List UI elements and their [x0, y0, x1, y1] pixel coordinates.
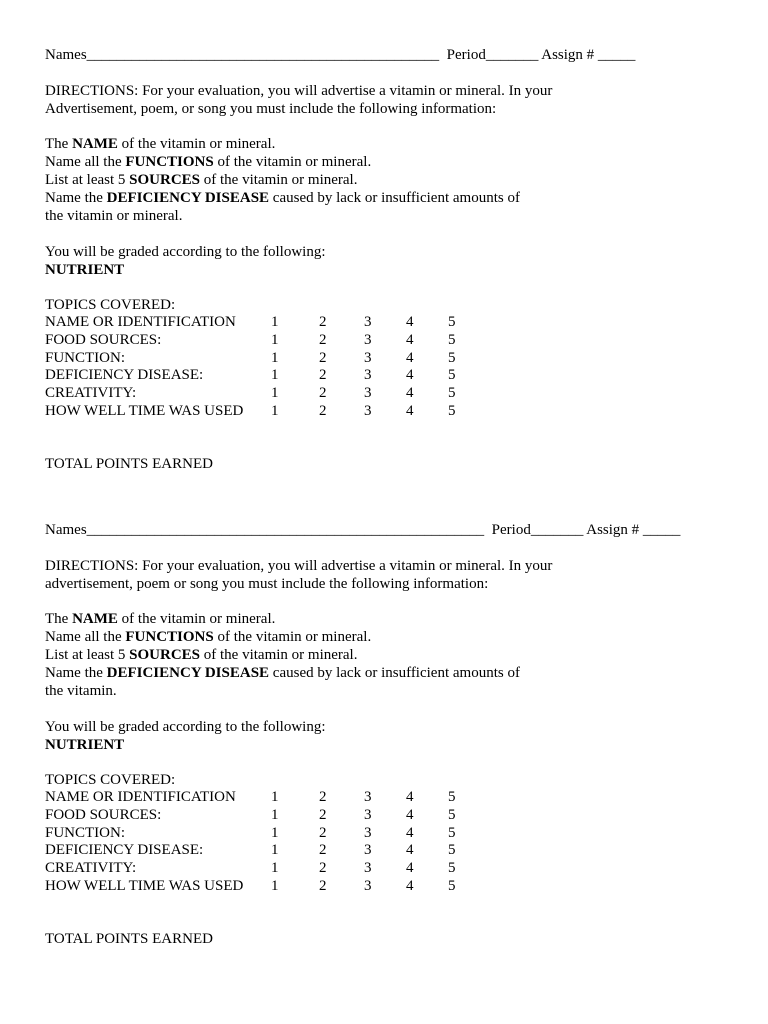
directions-line: DIRECTIONS: For your evaluation, you will advertise a vitamin or mineral. In your: [45, 557, 553, 574]
score-option[interactable]: 5: [448, 331, 456, 348]
score-option[interactable]: 5: [448, 314, 456, 330]
score-option[interactable]: 1: [271, 349, 279, 366]
score-option[interactable]: 5: [448, 402, 456, 419]
names-period-assign-line: Names_______________________________________________ Period_______ Assign # _____: [45, 47, 636, 63]
criterion-label: CREATIVITY:: [45, 860, 137, 877]
score-option[interactable]: 1: [271, 860, 279, 877]
requirement-text: of the vitamin or mineral.: [213, 154, 372, 170]
requirement-text: of the vitamin or mineral.: [213, 629, 372, 645]
criterion-label: HOW WELL TIME WAS USED: [45, 402, 244, 419]
requirement-line: [45, 628, 745, 646]
score-option[interactable]: 5: [448, 842, 456, 859]
requirement-tail: the vitamin.: [45, 683, 117, 699]
score-option[interactable]: 4: [406, 331, 414, 348]
requirement-text: caused by lack or insufficient amounts of: [269, 665, 520, 681]
score-option[interactable]: 3: [364, 402, 372, 419]
score-option[interactable]: 4: [406, 402, 414, 419]
score-option[interactable]: 4: [406, 860, 414, 877]
score-option[interactable]: 2: [319, 806, 327, 823]
criterion-label: FOOD SOURCES:: [45, 806, 162, 823]
spacer: [45, 539, 745, 557]
score-option[interactable]: 1: [271, 402, 279, 419]
requirement-line: [45, 153, 745, 171]
total-points-label: TOTAL POINTS EARNED: [45, 455, 213, 472]
score-option[interactable]: 5: [448, 860, 456, 877]
rubric-row: [45, 403, 745, 421]
requirement-line: [45, 171, 745, 189]
score-option[interactable]: 1: [271, 331, 279, 348]
rubric-row: [45, 332, 745, 350]
score-option[interactable]: 2: [319, 402, 327, 419]
score-option[interactable]: 3: [364, 314, 372, 330]
criterion-label: FUNCTION:: [45, 824, 126, 841]
requirement-text: List at least 5: [45, 172, 130, 188]
requirement-tail: the vitamin or mineral.: [45, 208, 183, 224]
requirement-keyword: DEFICIENCY DISEASE: [106, 190, 270, 206]
spacer: [45, 700, 745, 718]
score-option[interactable]: 4: [406, 385, 414, 402]
requirement-line: [45, 664, 745, 682]
rubric-row: [45, 350, 745, 368]
directions-line: advertisement, poem or song you must include the following information:: [45, 575, 489, 592]
score-option[interactable]: 5: [448, 824, 456, 841]
rubric-row: [45, 860, 745, 878]
score-option[interactable]: 1: [271, 367, 279, 384]
spacer: [45, 279, 745, 297]
criterion-label: NAME OR IDENTIFICATION: [45, 314, 236, 330]
rubric-row: [45, 825, 745, 843]
requirement-keyword: SOURCES: [129, 172, 201, 188]
criterion-label: FOOD SOURCES:: [45, 331, 162, 348]
score-option[interactable]: 2: [319, 789, 327, 805]
score-option[interactable]: 5: [448, 349, 456, 366]
requirement-keyword: FUNCTIONS: [125, 154, 214, 170]
names-period-assign-line: Names_____________________________________________________ Period_______ Assign # _____: [45, 522, 681, 538]
rubric-row: [45, 367, 745, 385]
evaluation-form-1: [45, 46, 745, 473]
score-option[interactable]: 2: [319, 314, 327, 330]
spacer: [45, 118, 745, 136]
requirement-line: [45, 189, 745, 207]
rubric-row: [45, 878, 745, 896]
requirement-text: The: [45, 611, 73, 627]
directions-line: Advertisement, poem, or song you must include the following information:: [45, 100, 497, 117]
score-option[interactable]: 3: [364, 877, 372, 894]
graded-text: You will be graded according to the following:: [45, 243, 326, 260]
score-option[interactable]: 2: [319, 349, 327, 366]
score-option[interactable]: 2: [319, 331, 327, 348]
requirement-line: [45, 135, 745, 153]
requirement-keyword: FUNCTIONS: [125, 629, 214, 645]
score-option[interactable]: 2: [319, 385, 327, 402]
requirement-text: Name the: [45, 190, 107, 206]
score-option[interactable]: 4: [406, 367, 414, 384]
score-option[interactable]: 4: [406, 877, 414, 894]
score-option[interactable]: 4: [406, 824, 414, 841]
rubric-row: [45, 385, 745, 403]
score-option[interactable]: 4: [406, 349, 414, 366]
rubric-row: [45, 789, 745, 807]
requirement-line: [45, 646, 745, 664]
score-option[interactable]: 2: [319, 842, 327, 859]
criterion-label: FUNCTION:: [45, 349, 126, 366]
score-option[interactable]: 5: [448, 789, 456, 805]
requirement-keyword: NAME: [72, 136, 118, 152]
directions-line: DIRECTIONS: For your evaluation, you will advertise a vitamin or mineral. In your: [45, 82, 553, 99]
requirement-text: of the vitamin or mineral.: [117, 611, 276, 627]
score-option[interactable]: 2: [319, 860, 327, 877]
criterion-label: CREATIVITY:: [45, 385, 137, 402]
score-option[interactable]: 1: [271, 877, 279, 894]
score-option[interactable]: 1: [271, 806, 279, 823]
score-option[interactable]: 5: [448, 367, 456, 384]
rubric-row: [45, 314, 745, 332]
graded-text: You will be graded according to the following:: [45, 718, 326, 735]
score-option[interactable]: 5: [448, 877, 456, 894]
criterion-label: HOW WELL TIME WAS USED: [45, 877, 244, 894]
evaluation-form-2: [45, 521, 745, 948]
spacer: [45, 754, 745, 772]
score-option[interactable]: 1: [271, 824, 279, 841]
score-option[interactable]: 1: [271, 385, 279, 402]
score-option[interactable]: 3: [364, 789, 372, 805]
requirement-text: Name all the: [45, 154, 126, 170]
nutrient-label: NUTRIENT: [45, 261, 125, 278]
score-option[interactable]: 5: [448, 385, 456, 402]
rubric-row: [45, 807, 745, 825]
topics-label: TOPICS COVERED:: [45, 772, 176, 788]
score-option[interactable]: 1: [271, 842, 279, 859]
rubric-row: [45, 842, 745, 860]
requirement-text: Name the: [45, 665, 107, 681]
requirement-keyword: SOURCES: [129, 647, 201, 663]
score-option[interactable]: 3: [364, 824, 372, 841]
requirement-text: List at least 5: [45, 647, 130, 663]
score-option[interactable]: 3: [364, 806, 372, 823]
spacer: [45, 64, 745, 82]
score-option[interactable]: 1: [271, 314, 279, 330]
criterion-label: DEFICIENCY DISEASE:: [45, 842, 204, 859]
nutrient-label: NUTRIENT: [45, 736, 125, 753]
score-option[interactable]: 3: [364, 385, 372, 402]
requirement-text: The: [45, 136, 73, 152]
criterion-label: DEFICIENCY DISEASE:: [45, 367, 204, 384]
score-option[interactable]: 4: [406, 789, 414, 805]
score-option[interactable]: 2: [319, 877, 327, 894]
score-option[interactable]: 2: [319, 824, 327, 841]
requirement-text: caused by lack or insufficient amounts of: [269, 190, 520, 206]
score-option[interactable]: 3: [364, 349, 372, 366]
requirement-keyword: NAME: [72, 611, 118, 627]
spacer: [45, 225, 745, 243]
score-option[interactable]: 3: [364, 367, 372, 384]
requirement-text: of the vitamin or mineral.: [117, 136, 276, 152]
spacer: [45, 593, 745, 611]
score-option[interactable]: 2: [319, 367, 327, 384]
requirement-keyword: DEFICIENCY DISEASE: [106, 665, 270, 681]
score-option[interactable]: 4: [406, 842, 414, 859]
topics-label: TOPICS COVERED:: [45, 297, 176, 313]
score-option[interactable]: 3: [364, 842, 372, 859]
requirement-text: Name all the: [45, 629, 126, 645]
score-option[interactable]: 4: [406, 314, 414, 330]
score-option[interactable]: 1: [271, 789, 279, 805]
score-option[interactable]: 3: [364, 331, 372, 348]
score-option[interactable]: 3: [364, 860, 372, 877]
total-points-label: TOTAL POINTS EARNED: [45, 930, 213, 947]
score-option[interactable]: 4: [406, 806, 414, 823]
requirement-text: of the vitamin or mineral.: [200, 172, 358, 188]
criterion-label: NAME OR IDENTIFICATION: [45, 789, 236, 805]
score-option[interactable]: 5: [448, 806, 456, 823]
requirement-text: of the vitamin or mineral.: [200, 647, 358, 663]
requirement-line: [45, 610, 745, 628]
